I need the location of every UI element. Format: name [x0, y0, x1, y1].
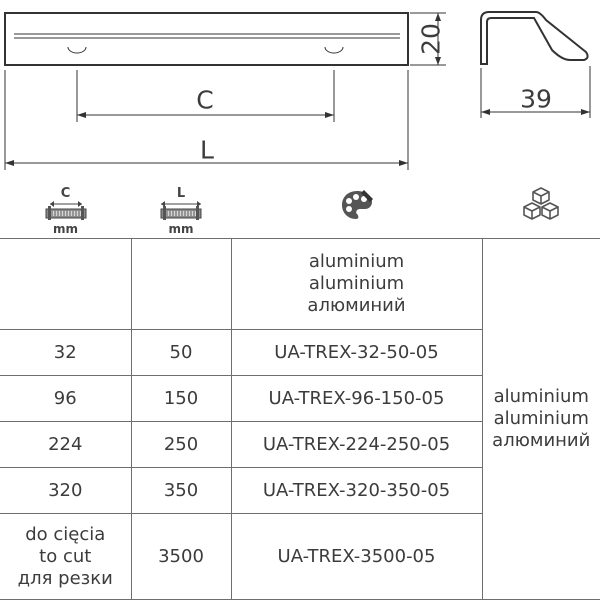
mounting-hole-left [68, 47, 86, 53]
product-table [0, 178, 600, 600]
header-material [482, 178, 600, 239]
l-value: 350 [131, 468, 231, 514]
header-center-distance [0, 178, 131, 239]
center-distance-icon [44, 200, 88, 222]
l-value: 250 [131, 422, 231, 468]
finish-row [0, 239, 600, 330]
product-code: UA-TREX-32-50-05 [231, 330, 482, 376]
handle-side-profile [481, 12, 588, 64]
empty-cell [0, 239, 131, 330]
handle-front-view [5, 13, 408, 65]
cut-label-line-3: для резки [17, 567, 113, 589]
length-unit: mm [168, 222, 194, 236]
header-length [131, 178, 231, 239]
finish-line-1: aluminium [308, 251, 405, 272]
product-code: UA-TREX-96-150-05 [231, 376, 482, 422]
c-value: 320 [0, 468, 131, 514]
c-value: 32 [0, 330, 131, 376]
product-table-wrapper [0, 178, 600, 600]
finish-cell [231, 239, 482, 330]
l-value: 50 [131, 330, 231, 376]
cut-label [0, 514, 131, 600]
table-header-row [0, 178, 600, 239]
product-code: UA-TREX-320-350-05 [231, 468, 482, 514]
handle-drawing-svg [0, 0, 600, 178]
material-line-1: aluminium [493, 386, 589, 407]
cubes-icon [521, 186, 561, 224]
header-finish [231, 178, 482, 239]
l-value: 3500 [131, 514, 231, 600]
length-dimension-label: L [200, 135, 214, 165]
l-value: 150 [131, 376, 231, 422]
cut-label-line-2: to cut [39, 545, 92, 567]
finish-line-3: алюминий [307, 295, 406, 316]
finish-line-2: aluminium [308, 273, 405, 294]
material-cell [482, 239, 600, 600]
c-value: 96 [0, 376, 131, 422]
product-code: UA-TREX-3500-05 [231, 514, 482, 600]
depth-dimension-label: 39 [520, 84, 552, 114]
center-letter: C [60, 186, 71, 201]
center-dimension-label: C [196, 85, 214, 115]
mounting-hole-right [325, 47, 343, 53]
empty-cell [131, 239, 231, 330]
length-icon [159, 200, 203, 222]
center-unit: mm [52, 222, 78, 236]
cut-label-line-1: do cięcia [25, 523, 106, 545]
palette-icon [340, 188, 374, 222]
product-code: UA-TREX-224-250-05 [231, 422, 482, 468]
handle-outline [5, 13, 408, 65]
material-line-2: aluminium [493, 408, 589, 429]
c-value: 224 [0, 422, 131, 468]
technical-drawing [0, 0, 600, 178]
length-letter: L [176, 186, 186, 201]
material-line-3: алюминий [492, 430, 591, 451]
height-dimension-label: 20 [416, 23, 446, 55]
